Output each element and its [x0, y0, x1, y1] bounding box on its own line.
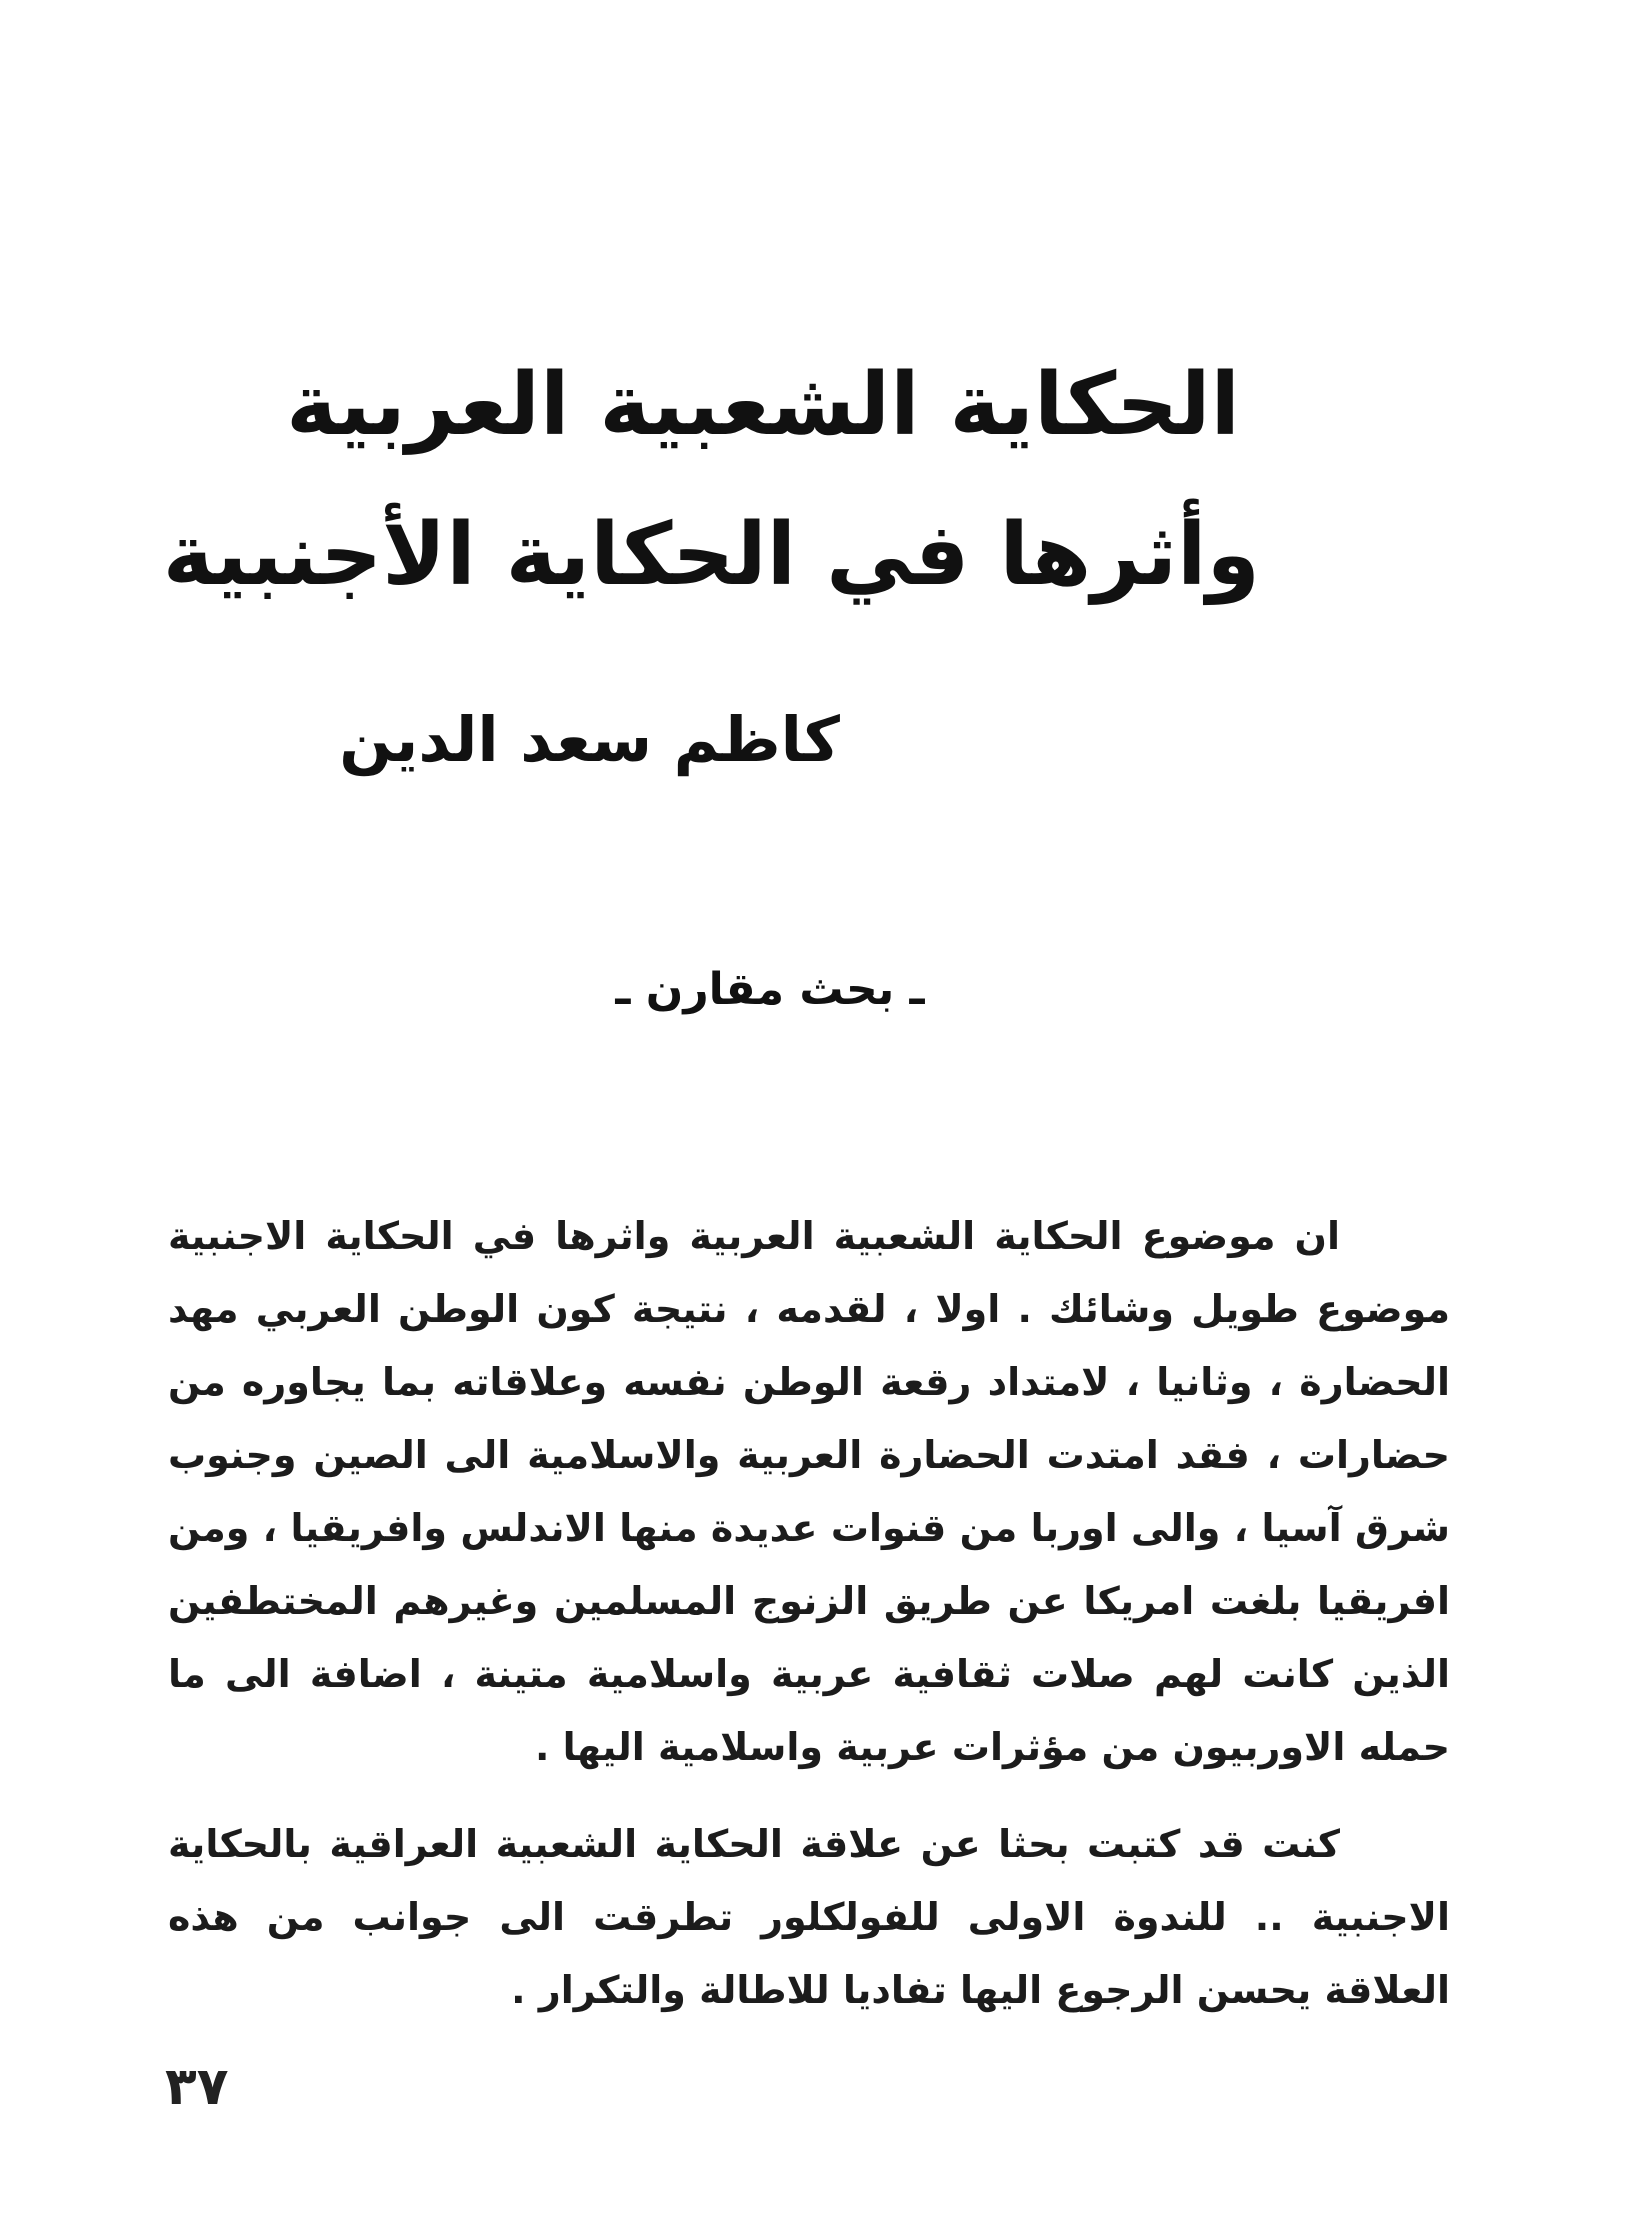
page-number: ٣٧ — [165, 2057, 229, 2117]
title-line-1: الحكاية الشعبية العربية — [286, 355, 1240, 455]
paragraph-1 — [168, 1200, 1450, 1784]
paragraph-2 — [168, 1808, 1450, 2027]
paragraph-2-text: كنت قد كتبت بحثا عن علاقة الحكاية الشعبية العراقية بالحكاية الاجنبية .. للندوة الاولى للفولكلور تطرقت الى جوانب من هذه العلاقة يحسن الرجوع اليها تفاديا للاطالة والتكرار . — [168, 1822, 1450, 2012]
subtitle: ـ بحث مقارن ـ — [615, 964, 925, 1015]
title-line-2: وأثرها في الحكاية الأجنبية — [162, 505, 1260, 605]
article-title — [162, 330, 1260, 630]
author-name: كاظم سعد الدين — [339, 703, 840, 776]
paragraph-1-text: ان موضوع الحكاية الشعبية العربية واثرها في الحكاية الاجنبية موضوع طويل وشائك . اولا ، لقدمه ، نتيجة كون الوطن العربي مهد الحضارة ، وثانيا ، لامتداد رقعة الوطن نفسه وعلاقاته بما يجاوره من حضارات ، فقد امتدت الحضارة العربية والاسلامية الى الصين وجنوب شرق آسيا ، والى اوربا من قنوات عديدة منها الاندلس وافريقيا ، ومن افريقيا بلغت امريكا عن طريق الزنوج المسلمين وغيرهم المختطفين الذين كانت لهم صلات ثقافية عربية واسلامية متينة ، اضافة الى ما حمله الاوربيون من مؤثرات عربية واسلامية اليها . — [168, 1214, 1450, 1769]
